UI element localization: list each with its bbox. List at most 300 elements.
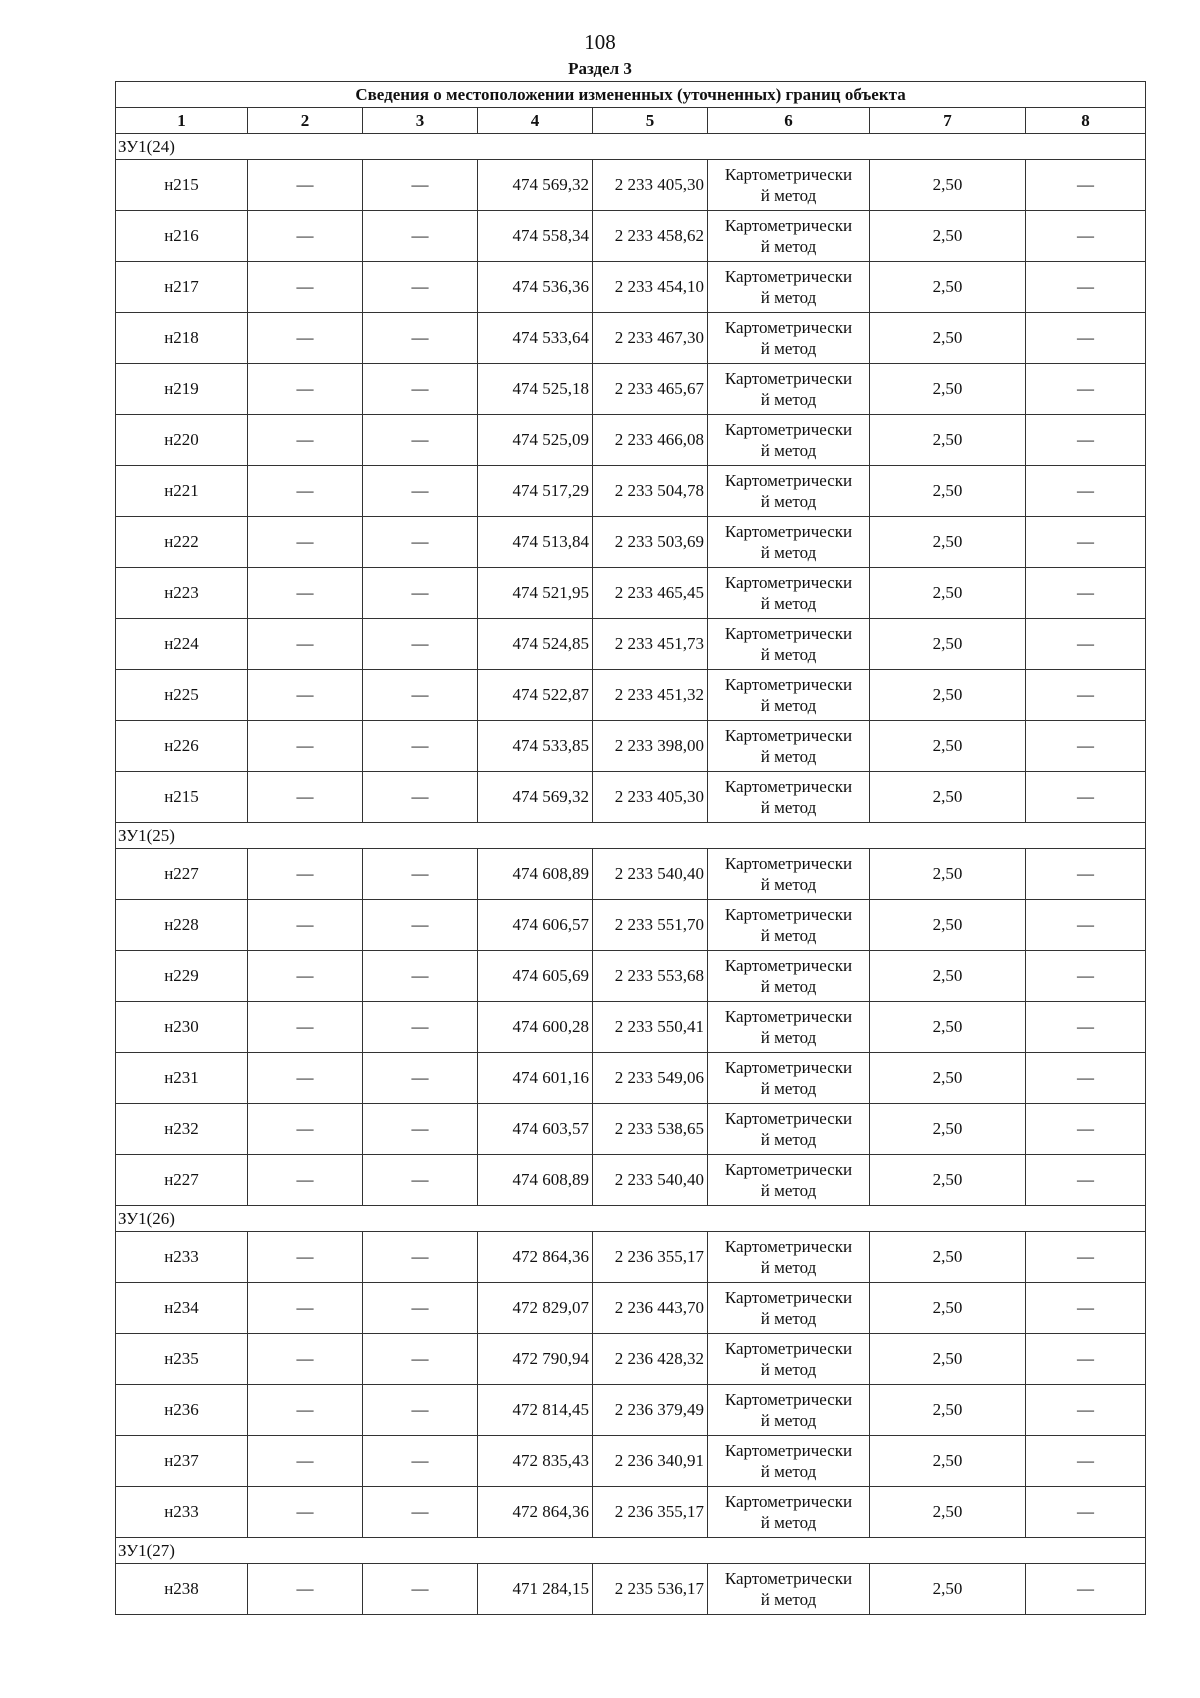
method-cell [708,1564,870,1615]
column-number: 7 [870,108,1026,134]
column-3-value: — [363,849,478,900]
column-3-value: — [363,721,478,772]
accuracy-value: 2,50 [870,517,1026,568]
column-3-value: — [363,1283,478,1334]
method-cell [708,313,870,364]
column-2-value: — [248,262,363,313]
method-line-2: й метод [760,1181,817,1200]
y-coordinate: 2 233 466,08 [593,415,708,466]
point-id: н215 [116,772,248,823]
column-2-value: — [248,951,363,1002]
column-3-value: — [363,670,478,721]
table-row [116,313,1146,364]
method-line-2: й метод [760,798,817,817]
table-row [116,1104,1146,1155]
column-number: 5 [593,108,708,134]
accuracy-value: 2,50 [870,1002,1026,1053]
method-line-1: Картометрически [724,369,853,388]
method-line-2: й метод [760,1513,817,1532]
point-id: н216 [116,211,248,262]
y-coordinate: 2 235 536,17 [593,1564,708,1615]
point-id: н227 [116,849,248,900]
column-number: 2 [248,108,363,134]
y-coordinate: 2 233 454,10 [593,262,708,313]
method-cell [708,1155,870,1206]
table-row [116,211,1146,262]
accuracy-value: 2,50 [870,1104,1026,1155]
y-coordinate: 2 233 553,68 [593,951,708,1002]
method-line-1: Картометрически [724,956,853,975]
method-cell [708,160,870,211]
y-coordinate: 2 233 467,30 [593,313,708,364]
column-3-value: — [363,1334,478,1385]
method-line-1: Картометрически [724,675,853,694]
column-2-value: — [248,1385,363,1436]
y-coordinate: 2 236 443,70 [593,1283,708,1334]
point-id: н236 [116,1385,248,1436]
method-line-1: Картометрически [724,1288,853,1307]
method-line-1: Картометрически [724,1390,853,1409]
column-2-value: — [248,415,363,466]
column-3-value: — [363,619,478,670]
y-coordinate: 2 233 458,62 [593,211,708,262]
x-coordinate: 474 522,87 [478,670,593,721]
y-coordinate: 2 233 549,06 [593,1053,708,1104]
column-8-value: — [1026,364,1146,415]
column-2-value: — [248,568,363,619]
method-cell [708,1002,870,1053]
accuracy-value: 2,50 [870,568,1026,619]
table-row [116,1334,1146,1385]
method-line-1: Картометрически [724,1441,853,1460]
column-number: 1 [116,108,248,134]
x-coordinate: 474 606,57 [478,900,593,951]
table-row [116,670,1146,721]
x-coordinate: 474 605,69 [478,951,593,1002]
point-id: н232 [116,1104,248,1155]
method-line-2: й метод [760,875,817,894]
y-coordinate: 2 233 451,32 [593,670,708,721]
method-line-1: Картометрически [724,905,853,924]
method-line-2: й метод [760,1411,817,1430]
table-row [116,1436,1146,1487]
column-2-value: — [248,721,363,772]
accuracy-value: 2,50 [870,415,1026,466]
accuracy-value: 2,50 [870,849,1026,900]
method-line-2: й метод [760,1258,817,1277]
point-id: н233 [116,1232,248,1283]
column-2-value: — [248,517,363,568]
x-coordinate: 474 558,34 [478,211,593,262]
table-row [116,1564,1146,1615]
parcel-label: ЗУ1(27) [116,1538,1146,1564]
column-8-value: — [1026,1104,1146,1155]
column-3-value: — [363,1104,478,1155]
table-row [116,772,1146,823]
method-line-1: Картометрически [724,726,853,745]
column-2-value: — [248,1232,363,1283]
y-coordinate: 2 233 398,00 [593,721,708,772]
method-line-1: Картометрически [724,624,853,643]
method-line-1: Картометрически [724,1237,853,1256]
table-row [116,160,1146,211]
y-coordinate: 2 233 550,41 [593,1002,708,1053]
method-line-2: й метод [760,492,817,511]
column-8-value: — [1026,1155,1146,1206]
column-2-value: — [248,1436,363,1487]
method-cell [708,262,870,313]
accuracy-value: 2,50 [870,1334,1026,1385]
method-line-2: й метод [760,1462,817,1481]
y-coordinate: 2 233 405,30 [593,160,708,211]
accuracy-value: 2,50 [870,1436,1026,1487]
point-id: н231 [116,1053,248,1104]
column-3-value: — [363,772,478,823]
column-8-value: — [1026,772,1146,823]
accuracy-value: 2,50 [870,1385,1026,1436]
table-row [116,415,1146,466]
parcel-label: ЗУ1(26) [116,1206,1146,1232]
column-2-value: — [248,1564,363,1615]
method-line-1: Картометрически [724,1007,853,1026]
column-2-value: — [248,1155,363,1206]
method-line-2: й метод [760,926,817,945]
method-line-1: Картометрически [724,573,853,592]
table-row [116,1232,1146,1283]
point-id: н220 [116,415,248,466]
column-2-value: — [248,670,363,721]
column-8-value: — [1026,951,1146,1002]
accuracy-value: 2,50 [870,1283,1026,1334]
method-line-2: й метод [760,645,817,664]
table-row [116,900,1146,951]
accuracy-value: 2,50 [870,364,1026,415]
method-line-1: Картометрически [724,420,853,439]
method-line-1: Картометрически [724,1160,853,1179]
column-8-value: — [1026,568,1146,619]
method-cell [708,1487,870,1538]
point-id: н238 [116,1564,248,1615]
table-row [116,721,1146,772]
method-line-1: Картометрически [724,471,853,490]
accuracy-value: 2,50 [870,313,1026,364]
column-3-value: — [363,466,478,517]
parcel-group-row [116,1538,1146,1564]
x-coordinate: 472 790,94 [478,1334,593,1385]
table-row [116,849,1146,900]
x-coordinate: 474 525,18 [478,364,593,415]
column-3-value: — [363,1487,478,1538]
boundary-coordinates-table [115,81,1146,1615]
column-2-value: — [248,466,363,517]
method-line-1: Картометрически [724,318,853,337]
table-row [116,1283,1146,1334]
column-2-value: — [248,313,363,364]
y-coordinate: 2 236 379,49 [593,1385,708,1436]
column-8-value: — [1026,211,1146,262]
column-3-value: — [363,951,478,1002]
column-8-value: — [1026,1283,1146,1334]
accuracy-value: 2,50 [870,466,1026,517]
y-coordinate: 2 233 503,69 [593,517,708,568]
y-coordinate: 2 236 340,91 [593,1436,708,1487]
table-row [116,1002,1146,1053]
column-8-value: — [1026,517,1146,568]
table-row [116,466,1146,517]
column-8-value: — [1026,1487,1146,1538]
column-3-value: — [363,313,478,364]
accuracy-value: 2,50 [870,951,1026,1002]
point-id: н215 [116,160,248,211]
y-coordinate: 2 236 355,17 [593,1487,708,1538]
method-line-2: й метод [760,1028,817,1047]
accuracy-value: 2,50 [870,619,1026,670]
y-coordinate: 2 233 551,70 [593,900,708,951]
column-3-value: — [363,262,478,313]
column-number: 8 [1026,108,1146,134]
method-line-2: й метод [760,441,817,460]
parcel-label: ЗУ1(25) [116,823,1146,849]
column-3-value: — [363,1053,478,1104]
column-8-value: — [1026,1002,1146,1053]
point-id: н221 [116,466,248,517]
point-id: н223 [116,568,248,619]
method-line-2: й метод [760,1130,817,1149]
parcel-group-row [116,1206,1146,1232]
page-number: 108 [584,30,616,54]
x-coordinate: 474 569,32 [478,160,593,211]
table-row [116,619,1146,670]
accuracy-value: 2,50 [870,900,1026,951]
method-line-1: Картометрически [724,1492,853,1511]
method-cell [708,1232,870,1283]
column-8-value: — [1026,160,1146,211]
method-line-2: й метод [760,1360,817,1379]
accuracy-value: 2,50 [870,1232,1026,1283]
accuracy-value: 2,50 [870,160,1026,211]
method-line-2: й метод [760,977,817,996]
method-line-2: й метод [760,186,817,205]
method-line-2: й метод [760,1590,817,1609]
column-8-value: — [1026,1436,1146,1487]
column-8-value: — [1026,721,1146,772]
column-8-value: — [1026,619,1146,670]
table-row [116,1487,1146,1538]
method-line-2: й метод [760,339,817,358]
x-coordinate: 472 864,36 [478,1232,593,1283]
column-3-value: — [363,517,478,568]
y-coordinate: 2 233 451,73 [593,619,708,670]
method-line-2: й метод [760,390,817,409]
point-id: н229 [116,951,248,1002]
x-coordinate: 474 521,95 [478,568,593,619]
column-3-value: — [363,364,478,415]
column-2-value: — [248,1334,363,1385]
table-row [116,517,1146,568]
column-8-value: — [1026,466,1146,517]
method-line-1: Картометрически [724,1058,853,1077]
x-coordinate: 474 536,36 [478,262,593,313]
y-coordinate: 2 233 465,67 [593,364,708,415]
column-2-value: — [248,900,363,951]
column-3-value: — [363,1564,478,1615]
method-cell [708,721,870,772]
method-cell [708,900,870,951]
accuracy-value: 2,50 [870,721,1026,772]
y-coordinate: 2 236 355,17 [593,1232,708,1283]
column-2-value: — [248,364,363,415]
column-8-value: — [1026,1334,1146,1385]
table-row [116,1053,1146,1104]
column-8-value: — [1026,670,1146,721]
y-coordinate: 2 233 538,65 [593,1104,708,1155]
table-row [116,568,1146,619]
x-coordinate: 472 814,45 [478,1385,593,1436]
x-coordinate: 474 513,84 [478,517,593,568]
accuracy-value: 2,50 [870,772,1026,823]
point-id: н235 [116,1334,248,1385]
y-coordinate: 2 233 465,45 [593,568,708,619]
column-2-value: — [248,1053,363,1104]
parcel-label: ЗУ1(24) [116,134,1146,160]
table-caption: Сведения о местоположении измененных (уточненных) границ объекта [116,82,1146,108]
point-id: н230 [116,1002,248,1053]
method-line-1: Картометрически [724,1109,853,1128]
method-cell [708,1104,870,1155]
method-cell [708,466,870,517]
point-id: н219 [116,364,248,415]
column-2-value: — [248,160,363,211]
point-id: н234 [116,1283,248,1334]
accuracy-value: 2,50 [870,211,1026,262]
method-cell [708,951,870,1002]
column-3-value: — [363,1436,478,1487]
column-number-row [116,108,1146,134]
x-coordinate: 474 533,85 [478,721,593,772]
column-3-value: — [363,1232,478,1283]
method-line-1: Картометрически [724,267,853,286]
x-coordinate: 474 603,57 [478,1104,593,1155]
parcel-group-row [116,823,1146,849]
column-number: 4 [478,108,593,134]
method-line-2: й метод [760,288,817,307]
method-line-1: Картометрически [724,1339,853,1358]
accuracy-value: 2,50 [870,1053,1026,1104]
parcel-group-row [116,134,1146,160]
accuracy-value: 2,50 [870,262,1026,313]
column-2-value: — [248,1487,363,1538]
column-8-value: — [1026,849,1146,900]
point-id: н217 [116,262,248,313]
point-id: н222 [116,517,248,568]
method-line-2: й метод [760,696,817,715]
method-cell [708,415,870,466]
table-row [116,1155,1146,1206]
point-id: н226 [116,721,248,772]
column-8-value: — [1026,262,1146,313]
method-cell [708,849,870,900]
column-8-value: — [1026,1385,1146,1436]
accuracy-value: 2,50 [870,1564,1026,1615]
method-line-2: й метод [760,1079,817,1098]
point-id: н224 [116,619,248,670]
method-line-2: й метод [760,594,817,613]
accuracy-value: 2,50 [870,1487,1026,1538]
method-line-2: й метод [760,747,817,766]
column-2-value: — [248,1283,363,1334]
method-cell [708,568,870,619]
x-coordinate: 472 835,43 [478,1436,593,1487]
column-2-value: — [248,211,363,262]
x-coordinate: 474 600,28 [478,1002,593,1053]
column-8-value: — [1026,1053,1146,1104]
column-8-value: — [1026,313,1146,364]
y-coordinate: 2 233 405,30 [593,772,708,823]
x-coordinate: 474 533,64 [478,313,593,364]
method-line-2: й метод [760,237,817,256]
column-3-value: — [363,1385,478,1436]
table-row [116,262,1146,313]
column-3-value: — [363,415,478,466]
method-line-2: й метод [760,543,817,562]
column-3-value: — [363,568,478,619]
method-cell [708,517,870,568]
column-2-value: — [248,849,363,900]
method-line-1: Картометрически [724,854,853,873]
method-cell [708,670,870,721]
point-id: н227 [116,1155,248,1206]
method-cell [708,211,870,262]
y-coordinate: 2 236 428,32 [593,1334,708,1385]
column-3-value: — [363,211,478,262]
method-line-1: Картометрически [724,216,853,235]
table-row [116,951,1146,1002]
accuracy-value: 2,50 [870,1155,1026,1206]
x-coordinate: 472 864,36 [478,1487,593,1538]
x-coordinate: 474 517,29 [478,466,593,517]
column-number: 6 [708,108,870,134]
column-3-value: — [363,160,478,211]
table-row [116,1385,1146,1436]
method-line-1: Картометрически [724,777,853,796]
point-id: н237 [116,1436,248,1487]
method-cell [708,1385,870,1436]
x-coordinate: 472 829,07 [478,1283,593,1334]
method-line-1: Картометрически [724,165,853,184]
point-id: н233 [116,1487,248,1538]
accuracy-value: 2,50 [870,670,1026,721]
x-coordinate: 474 569,32 [478,772,593,823]
column-2-value: — [248,619,363,670]
x-coordinate: 474 524,85 [478,619,593,670]
point-id: н218 [116,313,248,364]
x-coordinate: 474 608,89 [478,1155,593,1206]
y-coordinate: 2 233 540,40 [593,1155,708,1206]
column-number: 3 [363,108,478,134]
method-line-1: Картометрически [724,522,853,541]
x-coordinate: 474 601,16 [478,1053,593,1104]
x-coordinate: 474 525,09 [478,415,593,466]
method-cell [708,772,870,823]
point-id: н225 [116,670,248,721]
point-id: н228 [116,900,248,951]
method-cell [708,619,870,670]
x-coordinate: 474 608,89 [478,849,593,900]
x-coordinate: 471 284,15 [478,1564,593,1615]
column-8-value: — [1026,900,1146,951]
table-row [116,364,1146,415]
section-title: Раздел 3 [568,59,632,78]
